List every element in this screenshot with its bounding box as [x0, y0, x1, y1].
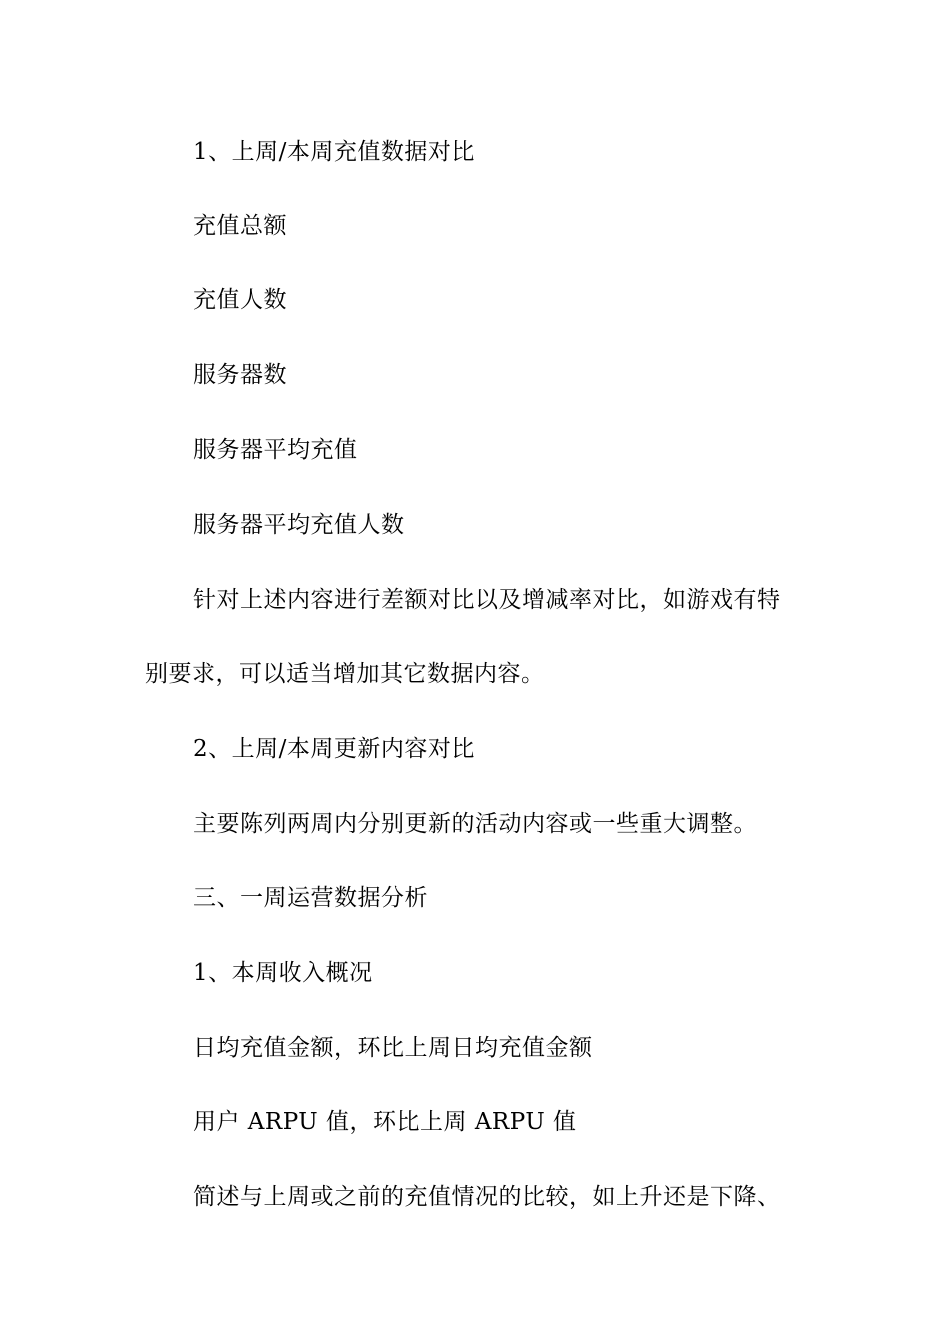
paragraph-update-content: 主要陈列两周内分别更新的活动内容或一些重大调整。 [193, 811, 757, 837]
list-item-server-avg-recharge: 服务器平均充值 [193, 437, 358, 463]
list-item-recharge-users: 充值人数 [193, 287, 287, 313]
list-item-user-arpu: 用户 ARPU 值，环比上周 ARPU 值 [193, 1109, 577, 1135]
paragraph-comparison-line-2: 别要求，可以适当增加其它数据内容。 [145, 661, 545, 687]
paragraph-recharge-trend: 简述与上周或之前的充值情况的比较，如上升还是下降、 [193, 1184, 781, 1210]
list-item-server-avg-recharge-users: 服务器平均充值人数 [193, 512, 405, 538]
section-heading-weekly-recharge-comparison: 1、上周/本周充值数据对比 [193, 139, 475, 165]
paragraph-comparison-line-1: 针对上述内容进行差额对比以及增减率对比，如游戏有特 [193, 587, 781, 613]
chapter-heading-weekly-operations-analysis: 三、一周运营数据分析 [193, 885, 428, 911]
list-item-server-count: 服务器数 [193, 362, 287, 388]
list-item-daily-avg-recharge: 日均充值金额，环比上周日均充值金额 [193, 1035, 593, 1061]
list-item-total-recharge: 充值总额 [193, 213, 287, 239]
section-heading-update-content-comparison: 2、上周/本周更新内容对比 [193, 736, 475, 762]
section-heading-weekly-revenue-overview: 1、本周收入概况 [193, 960, 373, 986]
